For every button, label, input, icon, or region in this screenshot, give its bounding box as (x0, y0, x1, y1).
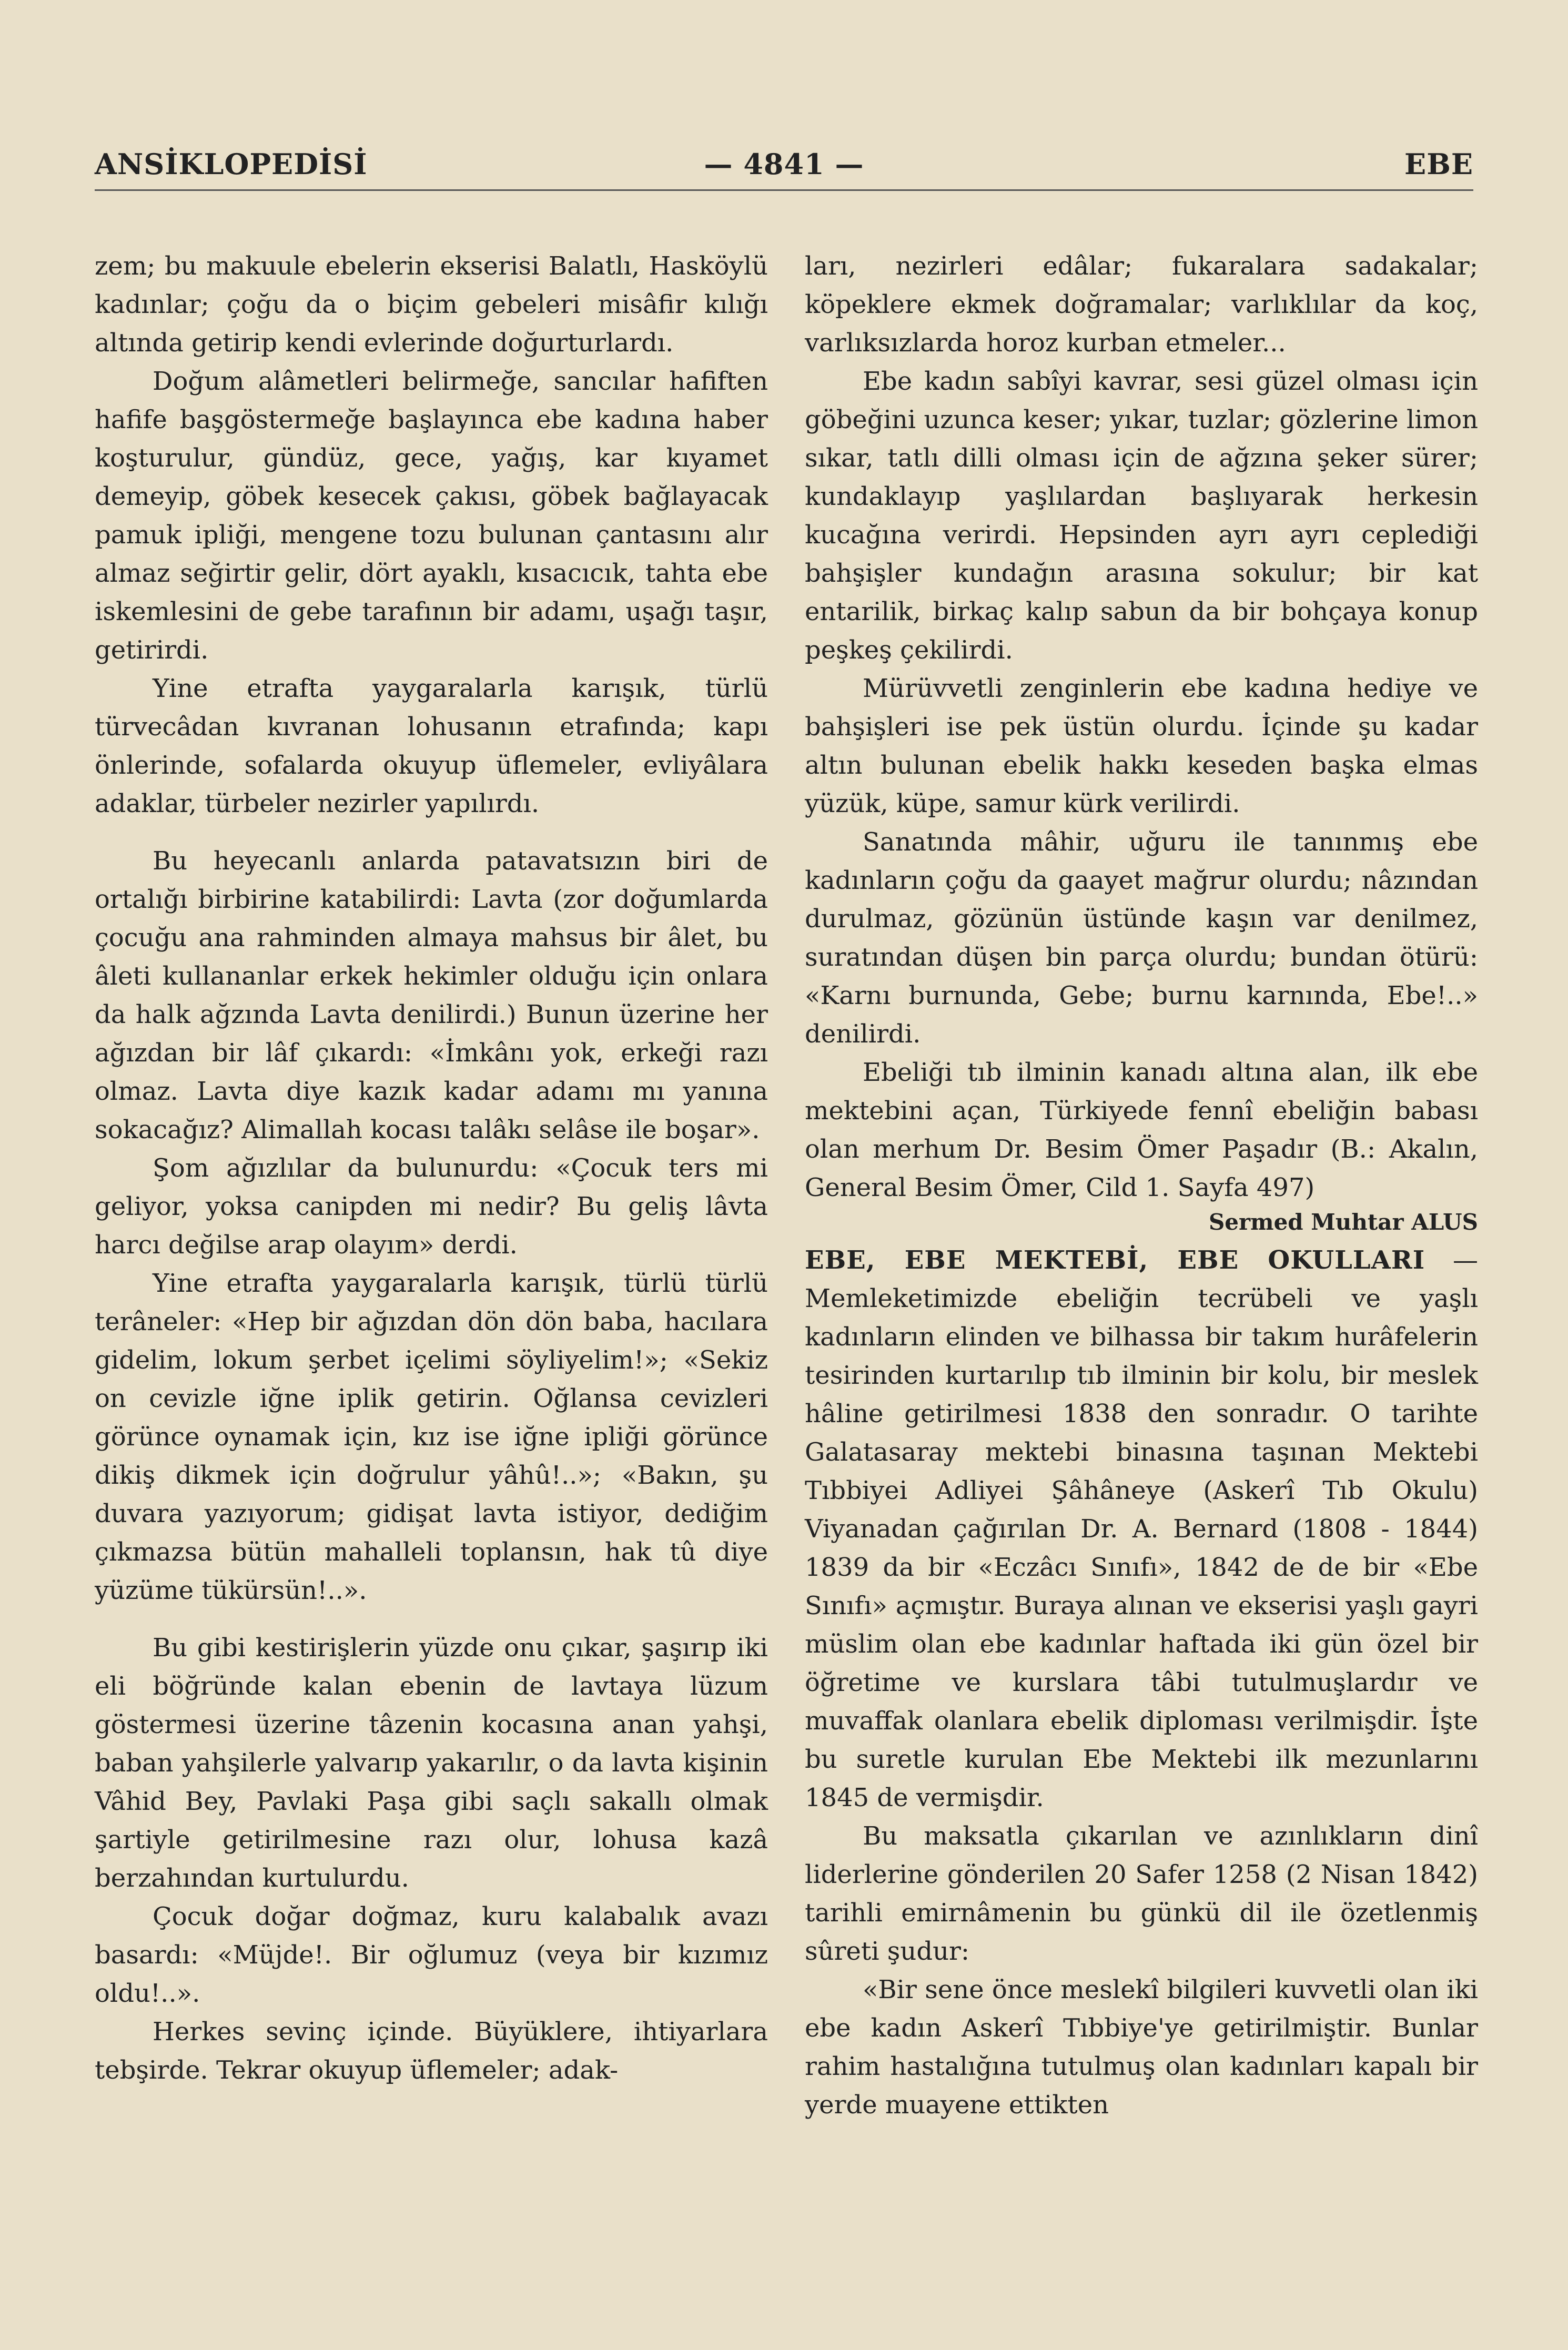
page-number: — 4841 — (704, 147, 864, 181)
entry-title: EBE, EBE MEKTEBİ, EBE OKULLARI (805, 1245, 1425, 1275)
paragraph: ları, nezirleri edâlar; fukaralara sadakalar; köpeklere ekmek doğramalar; varlıklılar da koç, varlıksızlarda horoz kurban etmeler... (805, 251, 1478, 358)
paragraph: Çocuk doğar doğmaz, kuru kalabalık avazı basardı: «Müjde!. Bir oğlumuz (veya bir kızımız oldu!..». (95, 1902, 768, 2008)
paragraph: Bu heyecanlı anlarda patavatsızın biri de ortalığı birbirine katabilirdi: Lavta (zor doğumlarda çocuğu ana rahminden almaya mahsus bir âlet, bu âleti kullananlar erkek hekimler olduğu için onlara da halk ağzında Lavta denilirdi.) Bunun üzerine her ağızdan bir lâf çıkardı: «İmkânı yok, erkeği razı olmaz. Lavta diye kazık kadar adamı mı yanına sokacağız? Alimallah kocası talâkı selâse ile boşar». (95, 846, 768, 1144)
paragraph: Şom ağızlılar da bulunurdu: «Çocuk ters mi geliyor, yoksa canipden mi nedir? Bu geliş lâvta harcı değilse arap olayım» derdi. (95, 1153, 768, 1260)
paragraph: Yine etrafta yaygaralarla karışık, türlü türlü terâneler: «Hep bir ağızdan dön dön baba, hacılara gidelim, lokum şerbet içelimi söyliyelim!»; «Sekiz on cevizle iğne iplik getirin. Oğlansa cevizleri görünce oynamak için, kız ise iğne ipliği görünce dikiş dikmek için doğrulur yâhû!..»; «Bakın, şu duvara yazıyorum; gidişat lavta istiyor, dediğim çıkmazsa bütün mahalleli toplansın, hak tû diye yüzüme tükürsün!..». (95, 1269, 768, 1605)
entry-paragraph (805, 1241, 1478, 1817)
page-header (95, 137, 1473, 195)
paragraph: Bu maksatla çıkarılan ve azınlıkların dinî liderlerine gönderilen 20 Safer 1258 (2 Nisan 1842) tarihli emirnâmenin bu günkü dil ile özetlenmiş sûreti şudur: (805, 1821, 1478, 1966)
paragraph: Doğum alâmetleri belirmeğe, sancılar hafiften hafife başgöstermeğe başlayınca ebe kadına haber koşturulur, gündüz, gece, yağış, kar kıyamet demeyip, göbek kesecek çakısı, göbek bağlayacak pamuk ipliği, mengene tozu bulunan çantasını alır almaz seğirtir gelir, dört ayaklı, kısacıcık, tahta ebe iskemlesini de gebe tarafının bir adamı, uşağı taşır, getirirdi. (95, 367, 768, 665)
paragraph: Ebeliği tıb ilminin kanadı altına alan, ilk ebe mektebini açan, Türkiyede fennî ebeliğin babası olan merhum Dr. Besim Ömer Paşadır (B.: Akalın, General Besim Ömer, Cild 1. Sayfa 497) (805, 1058, 1478, 1202)
left-column (95, 247, 768, 2090)
paragraph: Bu gibi kestirişlerin yüzde onu çıkar, şaşırıp iki eli böğründe kalan ebenin de lavtaya lüzum göstermesi üzerine tâzenin kocasına anan yahşi, baban yahşilerle yalvarıp yakarılır, o da lavta kişinin Vâhid Bey, Pavlaki Paşa gibi saçlı sakallı olmak şartiyle getirilmesine razı olur, lohusa kazâ berzahından kurtulurdu. (95, 1633, 768, 1893)
paragraph: «Bir sene önce meslekî bilgileri kuvvetli olan iki ebe kadın Askerî Tıbbiye'ye getirilmiştir. Bunlar rahim hastalığına tutulmuş olan kadınları kapalı bir yerde muayene ettikten (805, 1975, 1478, 2120)
header-rule (95, 189, 1473, 191)
paragraph: Sanatında mâhir, uğuru ile tanınmış ebe kadınların çoğu da gaayet mağrur olurdu; nâzından durulmaz, gözünün üstünde kaşın var denilmez, suratından düşen bin parça olurdu; bundan ötürü: «Karnı burnunda, Gebe; burnu karnında, Ebe!..» denilirdi. (805, 827, 1478, 1049)
paragraph: Herkes sevinç içinde. Büyüklere, ihtiyarlara tebşirde. Tekrar okuyup üflemeler; adak- (95, 2017, 768, 2085)
right-column (805, 247, 1478, 2124)
paragraph: Ebe kadın sabîyi kavrar, sesi güzel olması için göbeğini uzunca keser; yıkar, tuzlar; gözlerine limon sıkar, tatlı dilli olması için de ağzına şeker sürer; kundaklayıp yaşlılardan başlıyarak herkesin kucağına verirdi. Hepsinden ayrı ayrı ceplediği bahşişler kundağın arasına sokulur; bir kat entarilik, birkaç kalıp sabun da bir bohçaya konup peşkeş çekilirdi. (805, 367, 1478, 665)
author-signature: Sermed Muhtar ALUS (1208, 1209, 1478, 1235)
header-keyword: EBE (1404, 147, 1473, 181)
paragraph: Mürüvvetli zenginlerin ebe kadına hediye ve bahşişleri ise pek üstün olurdu. İçinde şu kadar altın bulunan ebelik hakkı keseden başka elmas yüzük, küpe, samur kürk verilirdi. (805, 674, 1478, 818)
paragraph: Yine etrafta yaygaralarla karışık, türlü türvecâdan kıvranan lohusanın etrafında; kapı önlerinde, sofalarda okuyup üflemeler, evliyâlara adaklar, türbeler nezirler yapılırdı. (95, 674, 768, 818)
running-title: ANSİKLOPEDİSİ (95, 147, 368, 181)
entry-text: — Memleketimizde ebeliğin tecrübeli ve yaşlı kadınların elinden ve bilhassa bir takım hurâfelerin tesirinden kurtarılıp tıb ilminin bir kolu, bir meslek hâline getirilmesi 1838 den sonradır. O tarihte Galatasaray mektebi binasına taşınan Mektebi Tıbbiyei Adliyei Şâhâneye (Askerî Tıb Okulu) Viyanadan çağırılan Dr. A. Bernard (1808 - 1844) 1839 da bir «Eczâcı Sınıfı», 1842 de de bir «Ebe Sınıfı» açmıştır. Buraya alınan ve ekserisi yaşlı gayri müslim olan ebe kadınlar haftada iki gün özel bir öğretime ve kurslara tâbi tutulmuşlardır ve muvaffak olanlara ebelik diploması verilmişdir. İşte bu suretle kurulan Ebe Mektebi ilk mezunlarını 1845 de vermişdir. (805, 1245, 1478, 1812)
paragraph: zem; bu makuule ebelerin ekserisi Balatlı, Hasköylü kadınlar; çoğu da o biçim gebeleri misâfir kılığı altında getirip kendi evlerinde doğurturlardı. (95, 251, 768, 358)
